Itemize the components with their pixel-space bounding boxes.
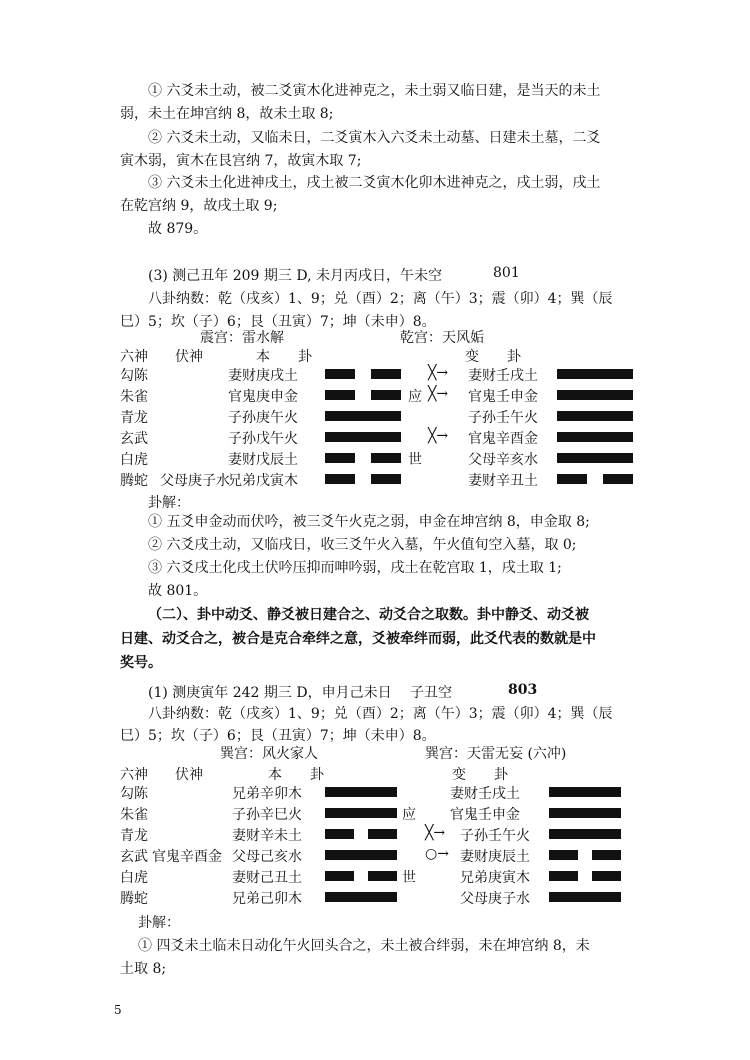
case1-ben-line-3-yin bbox=[325, 829, 397, 839]
case1-row6-ben: 兄弟己卯木 bbox=[232, 891, 302, 907]
case3-heading: (3) 测己丑年 209 期三 D, 未月丙戌日，午未空 bbox=[148, 268, 442, 284]
case3-col-liushen: 六神 bbox=[120, 349, 148, 365]
case1-row3-ben: 妻财辛未土 bbox=[232, 828, 302, 844]
case3-bian-line-3-yang bbox=[557, 411, 633, 421]
case1-row4-ben: 父母己亥水 bbox=[232, 849, 302, 865]
case3-col-ben: 本 卦 bbox=[256, 349, 312, 365]
case3-judgement2: ② 六爻戌土动，又临戌日，收三爻午火入墓，午火值旬空入墓，取 0; bbox=[148, 537, 577, 553]
case3-row4-liushen: 玄武 bbox=[120, 431, 148, 447]
case1-col-bian: 变 卦 bbox=[452, 767, 508, 783]
case1-row6-liushen: 腾蛇 bbox=[120, 891, 148, 907]
case1-col-liushen: 六神 bbox=[120, 767, 148, 783]
case3-bian-line-4-yang bbox=[557, 432, 633, 442]
case1-col-ben: 本 卦 bbox=[268, 767, 324, 783]
case3-nagua-line2: 巳）5；坎（子）6；艮（丑寅）7；坤（未申）8。 bbox=[120, 314, 436, 330]
case3-ben-line-1-yin bbox=[325, 369, 401, 379]
case3-col-bian: 变 卦 bbox=[465, 349, 521, 365]
case1-row5-ben: 妻财己丑土 bbox=[232, 870, 302, 886]
case3-row5-ben: 妻财戊辰土 bbox=[228, 452, 298, 468]
p1-item1-line1: ① 六爻未土动，被二爻寅木化进神克之，未土弱又临日建，是当天的未土 bbox=[148, 83, 601, 99]
case1-bian-line-3-yang bbox=[549, 829, 621, 839]
case3-col-fushen: 伏神 bbox=[175, 349, 203, 365]
case1-gua-label: 卦解： bbox=[138, 915, 180, 931]
case3-row6-bian: 妻财辛丑土 bbox=[468, 473, 538, 489]
case3-row4-bian: 官鬼辛酉金 bbox=[468, 431, 538, 447]
case3-ben-line-3-yang bbox=[325, 411, 401, 421]
section2-line1: （二）、卦中动爻、静爻被日建合之、动爻合之取数。卦中静爻、动爻被 bbox=[148, 607, 589, 623]
case1-row4-fushen: 官鬼辛酉金 bbox=[152, 849, 222, 865]
case3-row1-bian: 妻财壬戌土 bbox=[468, 368, 538, 384]
case1-ben-line-4-yang bbox=[325, 850, 397, 860]
case1-row3-liushen: 青龙 bbox=[120, 828, 148, 844]
case1-judgement1-line2: 土取 8; bbox=[120, 961, 167, 977]
case1-bian-line-2-yang bbox=[549, 808, 621, 818]
case1-row4-move: ○→ bbox=[425, 846, 449, 862]
case1-heading: (1) 测庚寅年 242 期三 D，申月己未日 子丑空 bbox=[148, 685, 453, 701]
case3-row2-mark: 应 bbox=[408, 389, 422, 405]
case3-bian-line-1-yang bbox=[557, 369, 633, 379]
case1-row4-liushen: 玄武 bbox=[120, 849, 148, 865]
section2-line2: 日建、动爻合之，被合是克合牵绊之意，爻被牵绊而弱，此爻代表的数就是中 bbox=[120, 631, 596, 647]
case1-bian-line-5-yin bbox=[549, 871, 621, 881]
case3-palace-left: 震宫：雷水解 bbox=[200, 330, 284, 346]
section2-line3: 奖号。 bbox=[120, 655, 162, 671]
case1-palace-right: 巽宫：天雷无妄 (六冲) bbox=[425, 746, 567, 762]
case3-judgement3: ③ 六爻戌土化戌土伏吟压抑而呻吟弱，戌土在乾宫取 1，戌土取 1; bbox=[148, 560, 562, 576]
case3-ben-line-5-yin bbox=[325, 453, 401, 463]
p1-result: 故 879。 bbox=[148, 221, 208, 237]
case3-row5-mark: 世 bbox=[408, 452, 422, 468]
case1-row5-liushen: 白虎 bbox=[120, 870, 148, 886]
case1-judgement1-line1: ① 四爻未土临未日动化午火回头合之，未土被合绊弱，未在坤宫纳 8，未 bbox=[138, 938, 590, 954]
p1-item2-line2: 寅木弱，寅木在艮宫纳 7，故寅木取 7; bbox=[120, 153, 362, 169]
case1-row1-liushen: 勾陈 bbox=[120, 786, 148, 802]
case1-row2-liushen: 朱雀 bbox=[120, 807, 148, 823]
case1-number: 803 bbox=[508, 682, 538, 698]
case1-row2-ben: 子孙辛巳火 bbox=[232, 807, 302, 823]
case3-row6-ben: 兄弟戊寅木 bbox=[228, 473, 298, 489]
case3-bian-line-2-yang bbox=[557, 390, 633, 400]
case1-row2-bian: 官鬼壬申金 bbox=[450, 807, 520, 823]
case3-row2-liushen: 朱雀 bbox=[120, 389, 148, 405]
case3-ben-line-6-yin bbox=[325, 474, 401, 484]
case3-nagua-line1: 八卦纳数：乾（戌亥）1、9；兑（酉）2；离（午）3；震（卯）4；巽（辰 bbox=[148, 291, 613, 307]
case3-row3-liushen: 青龙 bbox=[120, 410, 148, 426]
case3-row2-bian: 官鬼壬申金 bbox=[468, 389, 538, 405]
case1-ben-line-6-yang bbox=[325, 892, 397, 902]
case1-nagua-line1: 八卦纳数：乾（戌亥）1、9；兑（酉）2；离（午）3；震（卯）4；巽（辰 bbox=[148, 706, 613, 722]
case1-row3-bian: 子孙壬午火 bbox=[460, 828, 530, 844]
case1-row2-mark: 应 bbox=[402, 807, 416, 823]
p1-item1-line2: 弱，未土在坤宫纳 8，故未土取 8; bbox=[120, 106, 334, 122]
case1-row1-ben: 兄弟辛卯木 bbox=[232, 786, 302, 802]
case1-col-fushen: 伏神 bbox=[175, 767, 203, 783]
case3-number: 801 bbox=[493, 265, 520, 281]
case3-ben-line-2-yin bbox=[325, 390, 401, 400]
p1-item2-line1: ② 六爻未土动，又临未日，二爻寅木入六爻未土动墓、日建未土墓，二爻 bbox=[148, 130, 601, 146]
case1-ben-line-1-yang bbox=[325, 787, 397, 797]
p1-item3-line2: 在乾宫纳 9，故戌土取 9; bbox=[120, 198, 278, 214]
case1-row3-move: ╳→ bbox=[425, 825, 446, 841]
case3-row5-liushen: 白虎 bbox=[120, 452, 148, 468]
case3-row4-ben: 子孙戊午火 bbox=[228, 431, 298, 447]
case1-row5-mark: 世 bbox=[402, 870, 416, 886]
case3-row2-ben: 官鬼庚申金 bbox=[228, 389, 298, 405]
case3-row1-move: ╳→ bbox=[428, 365, 449, 381]
case3-judgement1: ① 五爻申金动而伏吟，被三爻午火克之弱，申金在坤宫纳 8，申金取 8; bbox=[148, 514, 590, 530]
page-number: 5 bbox=[114, 1003, 122, 1017]
p1-item3-line1: ③ 六爻未土化进神戌土，戌土被二爻寅木化卯木进神克之，戌土弱，戌土 bbox=[148, 175, 601, 191]
case3-row6-fushen: 父母庚子水 bbox=[160, 473, 230, 489]
case1-row6-bian: 父母庚子水 bbox=[460, 891, 530, 907]
case1-ben-line-2-yang bbox=[325, 808, 397, 818]
case3-ben-line-4-yang bbox=[325, 432, 401, 442]
case1-bian-line-6-yang bbox=[549, 892, 621, 902]
case3-palace-right: 乾宫：天风姤 bbox=[400, 330, 484, 346]
case3-row1-ben: 妻财庚戌土 bbox=[228, 368, 298, 384]
case3-bian-line-5-yang bbox=[557, 453, 633, 463]
case3-row3-bian: 子孙壬午火 bbox=[468, 410, 538, 426]
case3-gua-label: 卦解： bbox=[148, 495, 190, 511]
case1-palace-left: 巽宫：风火家人 bbox=[220, 746, 318, 762]
case3-bian-line-6-yin bbox=[557, 474, 633, 484]
case3-row5-bian: 父母辛亥水 bbox=[468, 452, 538, 468]
case1-bian-line-4-yin bbox=[549, 850, 621, 860]
case3-row1-liushen: 勾陈 bbox=[120, 368, 148, 384]
case1-ben-line-5-yin bbox=[325, 871, 397, 881]
case3-row2-move: ╳→ bbox=[428, 386, 449, 402]
case3-row3-ben: 子孙庚午火 bbox=[228, 410, 298, 426]
case3-row6-liushen: 腾蛇 bbox=[120, 473, 148, 489]
case1-row1-bian: 妻财壬戌土 bbox=[450, 786, 520, 802]
case1-row5-bian: 兄弟庚寅木 bbox=[460, 870, 530, 886]
case1-bian-line-1-yang bbox=[549, 787, 621, 797]
case1-row4-bian: 妻财庚辰土 bbox=[460, 849, 530, 865]
case1-nagua-line2: 巳）5；坎（子）6；艮（丑寅）7；坤（未申）8。 bbox=[120, 728, 436, 744]
case3-row4-move: ╳→ bbox=[428, 428, 449, 444]
case3-result: 故 801。 bbox=[148, 583, 208, 599]
